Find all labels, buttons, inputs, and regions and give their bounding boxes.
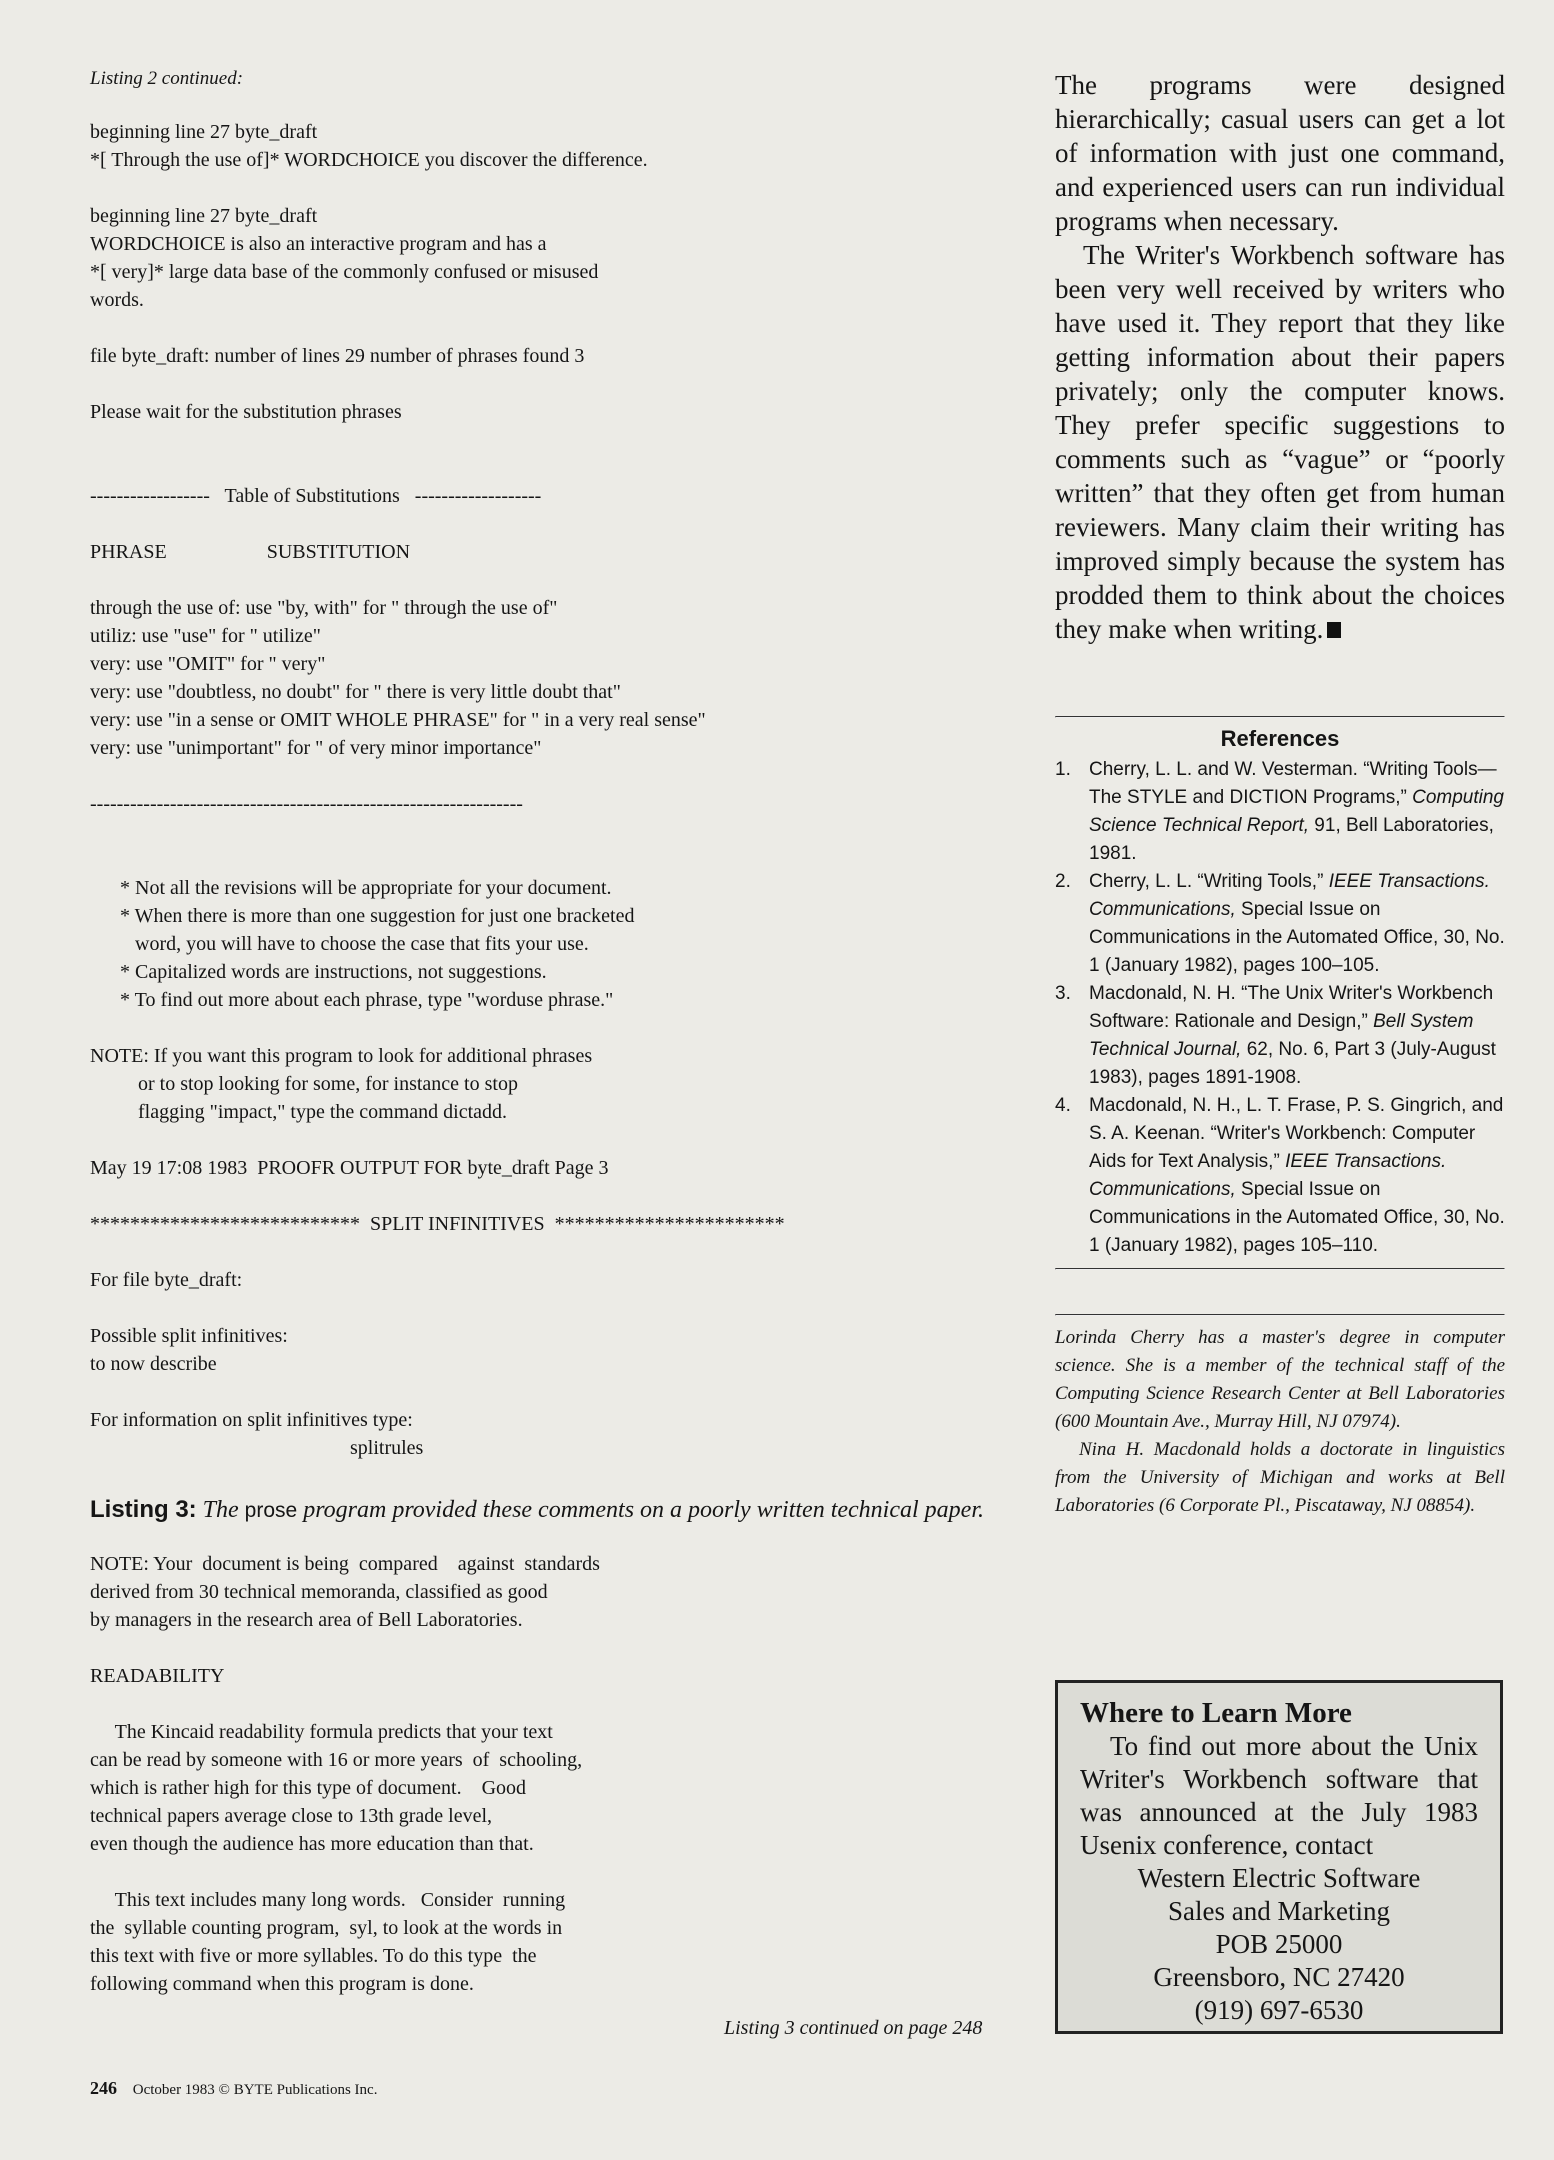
code-line: Please wait for the substitution phrases [90,401,402,423]
code-line: derived from 30 technical memoranda, classified as good [90,1581,548,1603]
code-line: technical papers average close to 13th grade level, [90,1805,493,1827]
code-line: the syllable counting program, syl, to look at the words in [90,1917,563,1939]
bullet-line: * To find out more about each phrase, type "worduse phrase." [120,989,614,1011]
code-line: Possible split infinitives: [90,1325,288,1347]
note-line: NOTE: If you want this program to look for additional phrases [90,1045,593,1067]
code-line: even though the audience has more education than that. [90,1833,534,1855]
listing3-body [90,1550,1040,1998]
table-header: PHRASE SUBSTITUTION [90,541,411,563]
bullet-line: word, you will have to choose the case that fits your use. [120,933,589,955]
bullet-line: * Not all the revisions will be appropriate for your document. [120,877,612,899]
author-bio: Lorinda Cherry has a master's degree in computer science. She is a member of the technical staff of the Computing Science Research Center at Bell Laboratories (600 Mountain Ave., Murray Hill, NJ 07974). [1055,1327,1505,1432]
program-name: prose [244,1499,298,1522]
code-line: following command when this program is done. [90,1973,474,1995]
note-line: or to stop looking for some, for instance to stop [138,1073,518,1095]
references-list [1055,756,1505,1260]
code-line: WORDCHOICE is also an interactive program and has a [90,233,547,255]
substitution-line: through the use of: use "by, with" for " through the use of" [90,597,558,619]
right-column [1055,68,1505,1520]
substitution-line: very: use "doubtless, no doubt" for " there is very little doubt that" [90,681,621,703]
address-line: Sales and Marketing [1168,1896,1390,1926]
author-bios [1055,1324,1505,1520]
learn-more-box [1055,1680,1503,2034]
table-title: ------------------ Table of Substitutions ------------------- [90,485,542,507]
body-paragraph: The programs were designed hierarchically; casual users can get a lot of information with just one command, and experienced users can run individual programs when necessary. [1055,70,1505,236]
dash-divider: ----------------------------------------------------------------- [90,793,523,815]
references-title: References [1220,726,1340,751]
address-line: Western Electric Software [1137,1863,1421,1893]
reference-item: 3. Macdonald, N. H. “The Unix Writer's Workbench Software: Rationale and Design,” Bell System Technical Journal, 62, No. 6, Part 3 (July-August 1983), pages 1891-1908. [1055,983,1496,1088]
code-line: NOTE: Your document is being compared against standards [90,1553,600,1575]
address-line: POB 25000 [1215,1929,1343,1959]
code-line: beginning line 27 byte_draft [90,205,318,227]
substitution-line: very: use "in a sense or OMIT WHOLE PHRASE" for " in a very real sense" [90,709,706,731]
continued-note: Listing 3 continued on page 248 [724,2017,983,2039]
code-line: file byte_draft: number of lines 29 number of phrases found 3 [90,345,585,367]
split-infinitives-header: *************************** SPLIT INFINITIVES *********************** [90,1213,785,1235]
body-paragraph [1055,238,1505,646]
code-line: words. [90,289,144,311]
bullet-line: * Capitalized words are instructions, not suggestions. [120,961,547,983]
code-line: *[ Through the use of]* WORDCHOICE you discover the difference. [90,149,648,171]
address-line: Greensboro, NC 27420 [1153,1962,1405,1992]
listing3-label: Listing 3: [90,1496,197,1523]
listing3-caption [90,1496,1040,1524]
code-line: can be read by someone with 16 or more years of schooling, [90,1749,583,1771]
learn-more-title: Where to Learn More [1080,1697,1352,1729]
code-line: The Kincaid readability formula predicts that your text [90,1721,553,1743]
listing2-body [90,118,1040,1462]
note-line: flagging "impact," type the command dictadd. [138,1101,508,1123]
code-line: This text includes many long words. Consider running [90,1889,566,1911]
readability-heading: READABILITY [90,1665,225,1687]
code-line: to now describe [90,1353,217,1375]
code-line: by managers in the research area of Bell Laboratories. [90,1609,523,1631]
reference-item: 4. Macdonald, N. H., L. T. Frase, P. S. Gingrich, and S. A. Keenan. “Writer's Workbench: Computer Aids for Text Analysis,” IEEE Transactions. Communications, Special Issue on Communications in the Automated Office, 30, No. 1 (January 1982), pages 105–110. [1055,1095,1505,1256]
listing2-caption: Listing 2 continued: [90,68,244,89]
end-of-article-mark [1327,622,1341,638]
substitution-line: very: use "unimportant" for " of very minor importance" [90,737,542,759]
code-line: For information on split infinitives type: [90,1409,413,1431]
body-paragraph-text: The Writer's Workbench software has been very well received by writers who have used it. They report that they like getting information about their papers privately; only the computer knows. They prefer specific suggestions to comments such as “vague” or “poorly written” that they often get from human reviewers. Many claim their writing has improved simply because the system has prodded them to think about the choices they make when writing. [1055,240,1505,644]
divider [1055,716,1505,718]
left-column [90,68,1040,1998]
phone-number: (919) 697-6530 [1194,1995,1364,2025]
reference-item: 2. Cherry, L. L. “Writing Tools,” IEEE Transactions. Communications, Special Issue on Communications in the Automated Office, 30, No. 1 (January 1982), pages 100–105. [1055,871,1505,976]
bullet-line: * When there is more than one suggestion for just one bracketed [120,905,635,927]
code-line: which is rather high for this type of document. Good [90,1777,527,1799]
footer-text: October 1983 © BYTE Publications Inc. [132,2082,378,2098]
substitution-line: very: use "OMIT" for " very" [90,653,326,675]
code-line: this text with five or more syllables. To do this type the [90,1945,537,1967]
code-line: For file byte_draft: [90,1269,243,1291]
reference-item: 1. Cherry, L. L. and W. Vesterman. “Writing Tools—The STYLE and DICTION Programs,” Computing Science Technical Report, 91, Bell Laboratories, 1981. [1055,759,1504,864]
article-body [1055,68,1505,646]
page-number: 246 [90,2078,117,2098]
listing3-caption-pre: The [202,1497,239,1523]
listing3-caption-post: program provided these comments on a poorly written technical paper. [303,1497,984,1523]
code-line: splitrules [90,1437,424,1459]
page-footer [90,2078,377,2099]
date-line: May 19 17:08 1983 PROOFR OUTPUT FOR byte_draft Page 3 [90,1157,609,1179]
substitution-line: utiliz: use "use" for " utilize" [90,625,321,647]
code-line: beginning line 27 byte_draft [90,121,318,143]
author-bio: Nina H. Macdonald holds a doctorate in linguistics from the University of Michigan and works at Bell Laboratories (6 Corporate Pl., Piscataway, NJ 08854). [1055,1439,1505,1516]
code-line: *[ very]* large data base of the commonly confused or misused [90,261,599,283]
learn-more-text: To find out more about the Unix Writer's Workbench software that was announced at the July 1983 Usenix conference, contact [1080,1731,1478,1860]
